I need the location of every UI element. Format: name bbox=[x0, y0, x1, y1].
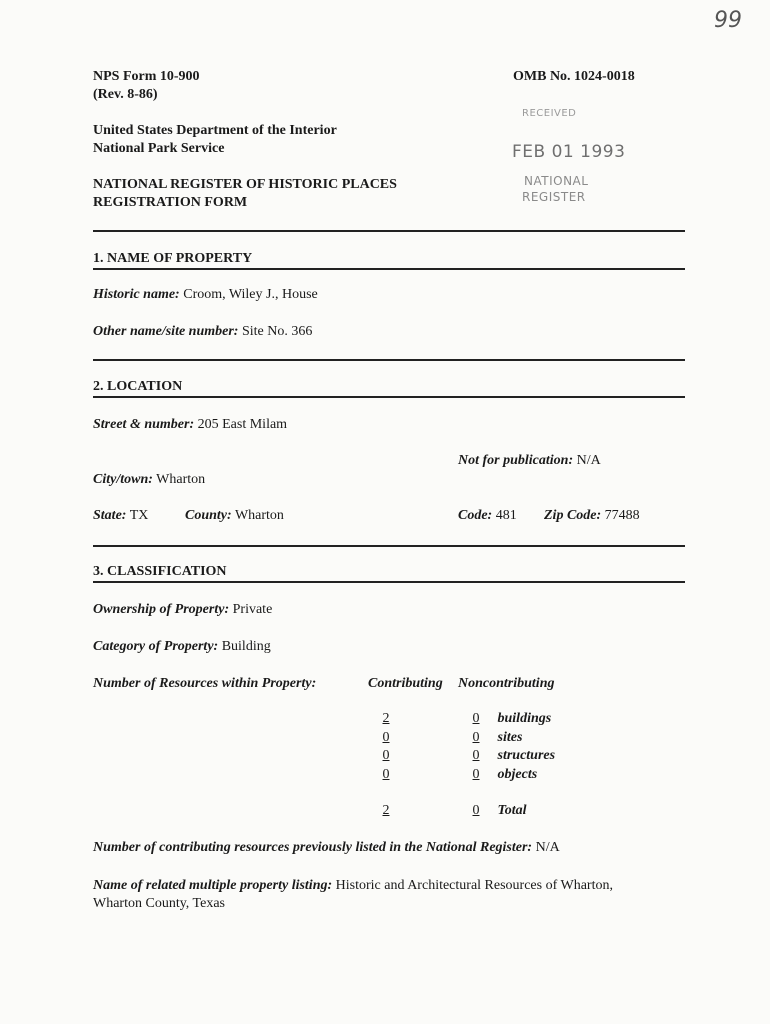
noncontributing-count: 0 bbox=[472, 730, 480, 745]
table-row bbox=[368, 747, 404, 765]
resource-type: sites bbox=[497, 730, 523, 745]
related-listing-label: Name of related multiple property listing: bbox=[93, 878, 333, 893]
stamp-date: FEB 01 1993 bbox=[512, 142, 626, 162]
related-listing-row bbox=[93, 877, 613, 895]
stamp-national: NATIONAL bbox=[524, 174, 589, 188]
county-row bbox=[185, 507, 284, 525]
noncontributing-count: 0 bbox=[472, 767, 480, 782]
col-contributing-header: Contributing bbox=[368, 676, 443, 691]
county-label: County: bbox=[185, 508, 232, 523]
contributing-count: 0 bbox=[382, 748, 390, 763]
noncontributing-total: 0 bbox=[472, 803, 480, 818]
ownership-row bbox=[93, 601, 272, 619]
previously-listed-row bbox=[93, 839, 560, 857]
rule-bottom-section2 bbox=[93, 396, 685, 398]
zip-label: Zip Code: bbox=[544, 508, 602, 523]
not-for-publication-row bbox=[458, 452, 601, 470]
historic-name-label: Historic name: bbox=[93, 287, 180, 302]
contributing-count: 0 bbox=[382, 767, 390, 782]
code-value: 481 bbox=[495, 508, 517, 523]
contributing-count: 0 bbox=[382, 730, 390, 745]
city-value: Wharton bbox=[156, 472, 206, 487]
state-label: State: bbox=[93, 508, 127, 523]
noncontributing-count: 0 bbox=[472, 711, 480, 726]
table-row bbox=[458, 729, 522, 747]
ownership-value: Private bbox=[232, 602, 273, 617]
category-row bbox=[93, 638, 271, 656]
col-noncontributing-header: Noncontributing bbox=[458, 676, 555, 691]
section1-heading: 1. NAME OF PROPERTY bbox=[93, 251, 253, 266]
street-row bbox=[93, 416, 287, 434]
zip-value: 77488 bbox=[604, 508, 640, 523]
contributing-total: 2 bbox=[382, 803, 390, 818]
table-row bbox=[368, 710, 404, 728]
zip-row bbox=[544, 507, 640, 525]
category-label: Category of Property: bbox=[93, 639, 219, 654]
rule-top-section1 bbox=[93, 230, 685, 232]
form-id: NPS Form 10-900 bbox=[93, 69, 200, 84]
rule-top-section2 bbox=[93, 359, 685, 361]
other-name-value: Site No. 366 bbox=[241, 324, 313, 339]
total-label: Total bbox=[497, 803, 527, 818]
rule-top-section3 bbox=[93, 545, 685, 547]
city-label: City/town: bbox=[93, 472, 153, 487]
related-listing-value-line1: Historic and Architectural Resources of Wharton, bbox=[335, 878, 613, 893]
resource-type: buildings bbox=[497, 711, 552, 726]
form-title-line2: REGISTRATION FORM bbox=[93, 195, 248, 210]
handwritten-page-number: 99 bbox=[714, 8, 742, 33]
previously-listed-value: N/A bbox=[535, 840, 560, 855]
related-listing-value-line2: Wharton County, Texas bbox=[93, 896, 225, 911]
previously-listed-label: Number of contributing resources previously listed in the National Register: bbox=[93, 840, 533, 855]
county-value: Wharton bbox=[234, 508, 284, 523]
form-title-line1: NATIONAL REGISTER OF HISTORIC PLACES bbox=[93, 177, 397, 192]
service-name: National Park Service bbox=[93, 141, 225, 156]
table-row bbox=[368, 766, 404, 784]
rule-bottom-section1 bbox=[93, 268, 685, 270]
state-value: TX bbox=[129, 508, 149, 523]
not-for-publication-value: N/A bbox=[576, 453, 601, 468]
ownership-label: Ownership of Property: bbox=[93, 602, 230, 617]
not-for-publication-label: Not for publication: bbox=[458, 453, 574, 468]
contributing-count: 2 bbox=[382, 711, 390, 726]
department-name: United States Department of the Interior bbox=[93, 123, 337, 138]
section2-heading: 2. LOCATION bbox=[93, 379, 183, 394]
code-row bbox=[458, 507, 517, 525]
section3-heading: 3. CLASSIFICATION bbox=[93, 564, 227, 579]
stamp-received: RECEIVED bbox=[522, 108, 577, 119]
resource-type: objects bbox=[497, 767, 538, 782]
state-row bbox=[93, 507, 148, 525]
other-name-row bbox=[93, 323, 312, 341]
historic-name-value: Croom, Wiley J., House bbox=[183, 287, 318, 302]
street-label: Street & number: bbox=[93, 417, 195, 432]
table-row bbox=[458, 747, 555, 765]
category-value: Building bbox=[221, 639, 271, 654]
total-row bbox=[458, 802, 527, 820]
table-row bbox=[368, 729, 404, 747]
table-row bbox=[458, 710, 551, 728]
form-revision: (Rev. 8-86) bbox=[93, 87, 158, 102]
table-row bbox=[458, 766, 537, 784]
city-row bbox=[93, 471, 205, 489]
omb-number: OMB No. 1024-0018 bbox=[513, 69, 635, 84]
stamp-register: REGISTER bbox=[522, 190, 586, 204]
total-row bbox=[368, 802, 404, 820]
noncontributing-count: 0 bbox=[472, 748, 480, 763]
resources-label: Number of Resources within Property: bbox=[93, 676, 317, 691]
street-value: 205 East Milam bbox=[197, 417, 288, 432]
rule-bottom-section3 bbox=[93, 581, 685, 583]
historic-name-row bbox=[93, 286, 318, 304]
other-name-label: Other name/site number: bbox=[93, 324, 239, 339]
resource-type: structures bbox=[497, 748, 556, 763]
code-label: Code: bbox=[458, 508, 493, 523]
